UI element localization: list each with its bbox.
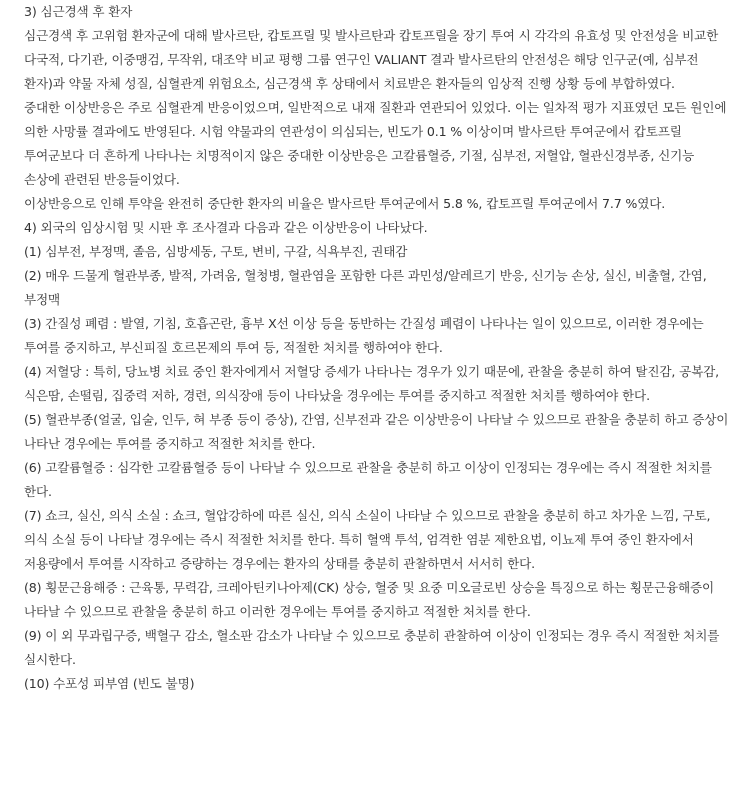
- list-item-7: (7) 쇼크, 실신, 의식 소실 : 쇼크, 혈압강하에 따른 실신, 의식 소실이 나타날 수 있으므로 관찰을 충분히 하고 차가운 느낌, 구토, 의식 소실 등이 나타날 경우에는 즉시 적절한 처치를 한다. 특히 혈액 투석, 엄격한 염분 제한요법, 이뇨제 투여 중인 환자에서 저용량에서 투여를 시작하고 증량하는 경우에는 환자의 상태를 충분히 관찰하면서 서서히 한다.: [24, 508, 711, 571]
- list-item-2: (2) 매우 드물게 혈관부종, 발적, 가려움, 혈청병, 혈관염을 포함한 다른 과민성/알레르기 반응, 신기능 손상, 실신, 비출혈, 간염, 부정맥: [24, 268, 707, 307]
- list-item-8: (8) 횡문근융해증 : 근육통, 무력감, 크레아틴키나아제(CK) 상승, 혈중 및 요중 미오글로빈 상승을 특징으로 하는 횡문근융해증이 나타날 수 있으므로 관찰을 충분히 하고 이러한 경우에는 투여를 중지하고 적절한 처치를 한다.: [24, 580, 715, 619]
- paragraph-serious-adverse-reactions: 중대한 이상반응은 주로 심혈관계 반응이었으며, 일반적으로 내재 질환과 연관되어 있었다. 이는 일차적 평가 지표였던 모든 원인에 의한 사망률 결과에도 반영된다. 시험 약물과의 연관성이 의심되는, 빈도가 0.1 % 이상이며 발사르탄 투여군에서 캅토프릴 투여군보다 더 흔하게 나타나는 치명적이지 않은 중대한 이상반응은 고칼륨혈증, 기절, 심부전, 저혈압, 혈관신경부종, 신기능 손상에 관련된 반응들이었다.: [24, 100, 727, 187]
- paragraph-discontinuation-rate: 이상반응으로 인해 투약을 완전히 중단한 환자의 비율은 발사르탄 투여군에서 5.8 %, 캅토프릴 투여군에서 7.7 %였다.: [24, 196, 666, 211]
- list-item-1: (1) 심부전, 부정맥, 졸음, 심방세동, 구토, 변비, 구갈, 식욕부진, 권태감: [24, 244, 408, 259]
- section-heading-foreign-trials: 4) 외국의 임상시험 및 시판 후 조사결과 다음과 같은 이상반응이 나타났다.: [24, 220, 428, 235]
- section-heading-myocardial-infarction: 3) 심근경색 후 환자: [24, 4, 133, 19]
- list-item-3: (3) 간질성 폐렴 : 발열, 기침, 호흡곤란, 흉부 X선 이상 등을 동반하는 간질성 폐렴이 나타나는 일이 있으므로, 이러한 경우에는 투여를 중지하고, 부신피질 호르몬제의 투여 등, 적절한 처치를 행하여야 한다.: [24, 316, 704, 355]
- document-body: [24, 0, 729, 696]
- paragraph-valiant-study: 심근경색 후 고위험 환자군에 대해 발사르탄, 캅토프릴 및 발사르탄과 캅토프릴을 장기 투여 시 각각의 유효성 및 안전성을 비교한 다국적, 다기관, 이중맹검, 무작위, 대조약 비교 평행 그룹 연구인 VALIANT 결과 발사르탄의 안전성은 해당 인구군(예, 심부전 환자)과 약물 자체 성질, 심혈관계 위험요소, 심근경색 후 상태에서 치료받은 환자들의 임상적 진행 상황 등에 부합하였다.: [24, 28, 719, 91]
- list-item-4: (4) 저혈당 : 특히, 당뇨병 치료 중인 환자에게서 저혈당 증세가 나타나는 경우가 있기 때문에, 관찰을 충분히 하여 탈진감, 공복감, 식은땀, 손떨림, 집중력 저하, 경련, 의식장애 등이 나타났을 경우에는 투여를 중지하고 적절한 처치를 행하여야 한다.: [24, 364, 720, 403]
- list-item-10: (10) 수포성 피부염 (빈도 불명): [24, 676, 195, 691]
- list-item-5: (5) 혈관부종(얼굴, 입술, 인두, 혀 부종 등이 증상), 간염, 신부전과 같은 이상반응이 나타날 수 있으므로 관찰을 충분히 하고 증상이 나타난 경우에는 투여를 중지하고 적절한 처치를 한다.: [24, 412, 729, 451]
- list-item-9: (9) 이 외 무과립구증, 백혈구 감소, 혈소판 감소가 나타날 수 있으므로 충분히 관찰하여 이상이 인정되는 경우 즉시 적절한 처치를 실시한다.: [24, 628, 720, 667]
- list-item-6: (6) 고칼륨혈증 : 심각한 고칼륨혈증 등이 나타날 수 있으므로 관찰을 충분히 하고 이상이 인정되는 경우에는 즉시 적절한 처치를 한다.: [24, 460, 712, 499]
